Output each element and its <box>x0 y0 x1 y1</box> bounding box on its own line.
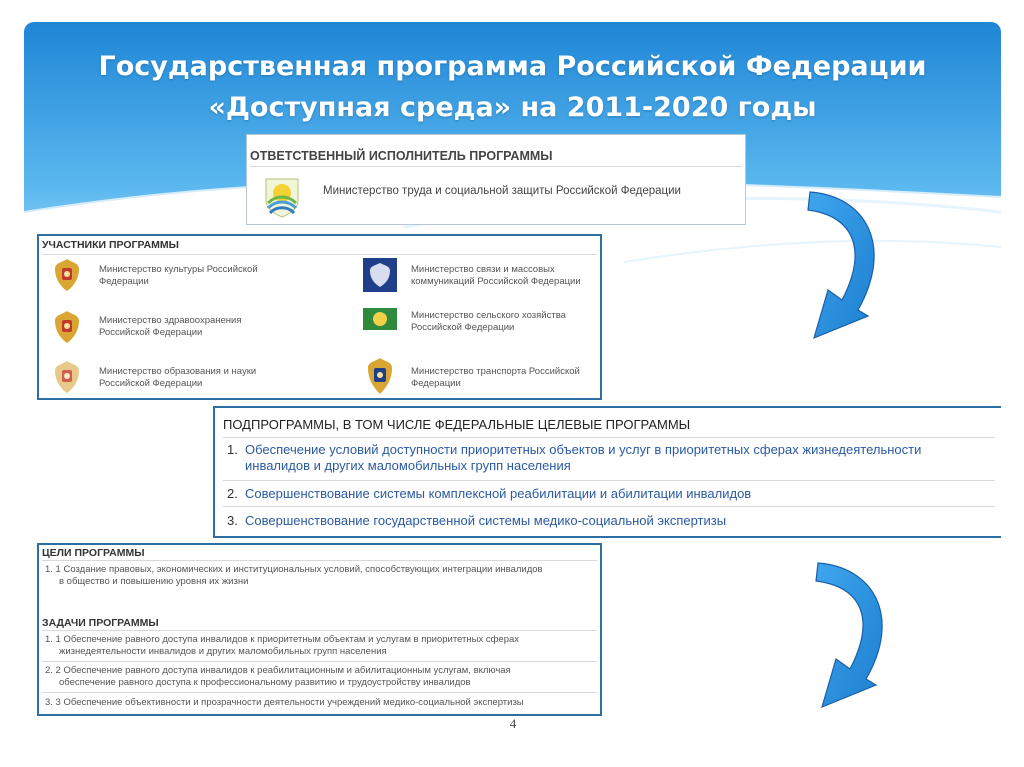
transport-ministry-icon <box>362 356 398 396</box>
responsible-executor-box <box>246 134 746 225</box>
subprograms-heading: ПОДПРОГРАММЫ, В ТОМ ЧИСЛЕ ФЕДЕРАЛЬНЫЕ ЦЕЛЕВЫЕ ПРОГРАММЫ <box>223 417 691 432</box>
subprogram-item: 2. Совершенствование системы комплексной реабилитации и абилитации инвалидов <box>227 486 752 501</box>
subprograms-box <box>213 406 1001 538</box>
coat-of-arms-icon <box>51 309 83 345</box>
slide-title <box>24 46 1001 128</box>
participant-name: Министерство образования и науки Российской Федерации <box>99 366 257 389</box>
tasks-heading: ЗАДАЧИ ПРОГРАММЫ <box>42 617 159 629</box>
coat-of-arms-icon <box>51 359 83 395</box>
participant-name: Министерство сельского хозяйства Российской Федерации <box>411 310 566 333</box>
title-line-2: «Доступная среда» на 2011-2020 годы <box>208 92 817 123</box>
participant-name: Министерство здравоохранения Российской Федерации <box>99 315 242 338</box>
goals-tasks-box <box>37 543 602 716</box>
goal-item: 1. 1 Создание правовых, экономических и институциональных условий, способствующих интеграции инвалидов в общество и повышению уровня их жизни <box>45 564 543 587</box>
task-item: 3. 3 Обеспечение объективности и прозрачности деятельности учреждений медико-социальной экспертизы <box>45 697 524 708</box>
responsible-ministry: Министерство труда и социальной защиты Российской Федерации <box>323 185 681 197</box>
participants-box <box>37 234 602 400</box>
curved-arrow-icon <box>814 557 904 715</box>
coat-of-arms-icon <box>51 257 83 293</box>
subprogram-item: 3. Совершенствование государственной системы медико-социальной экспертизы <box>227 513 727 528</box>
title-line-1: Государственная программа Российской Федерации <box>98 51 927 82</box>
participant-name: Министерство культуры Российской Федерации <box>99 264 258 287</box>
participants-heading: УЧАСТНИКИ ПРОГРАММЫ <box>42 239 179 251</box>
task-item: 2. 2 Обеспечение равного доступа инвалидов к реабилитационным и абилитационным услугам, включая обеспечение равного доступа к профессиональному развитию и трудоустройству инвалидов <box>45 665 511 688</box>
communications-ministry-icon <box>362 257 398 293</box>
subprogram-item: 1. Обеспечение условий доступности приоритетных объектов и услуг в приоритетных сферах жизнедеятельности инвалидов и других маломобильных групп населения <box>227 442 922 473</box>
participant-name: Министерство транспорта Российской Федерации <box>411 366 580 389</box>
ministry-labor-logo-icon <box>262 173 302 219</box>
slide <box>24 22 1001 746</box>
curved-arrow-icon <box>806 186 896 346</box>
goals-heading: ЦЕЛИ ПРОГРАММЫ <box>42 547 145 559</box>
page-number: 4 <box>509 716 517 731</box>
agriculture-ministry-icon <box>362 307 398 331</box>
participant-name: Министерство связи и массовых коммуникаций Российской Федерации <box>411 264 581 287</box>
responsible-heading: ОТВЕТСТВЕННЫЙ ИСПОЛНИТЕЛЬ ПРОГРАММЫ <box>250 149 553 163</box>
task-item: 1. 1 Обеспечение равного доступа инвалидов к приоритетным объектам и услугам в приоритетных сферах жизнедеятельности инвалидов и других маломобильных групп населения <box>45 634 520 657</box>
